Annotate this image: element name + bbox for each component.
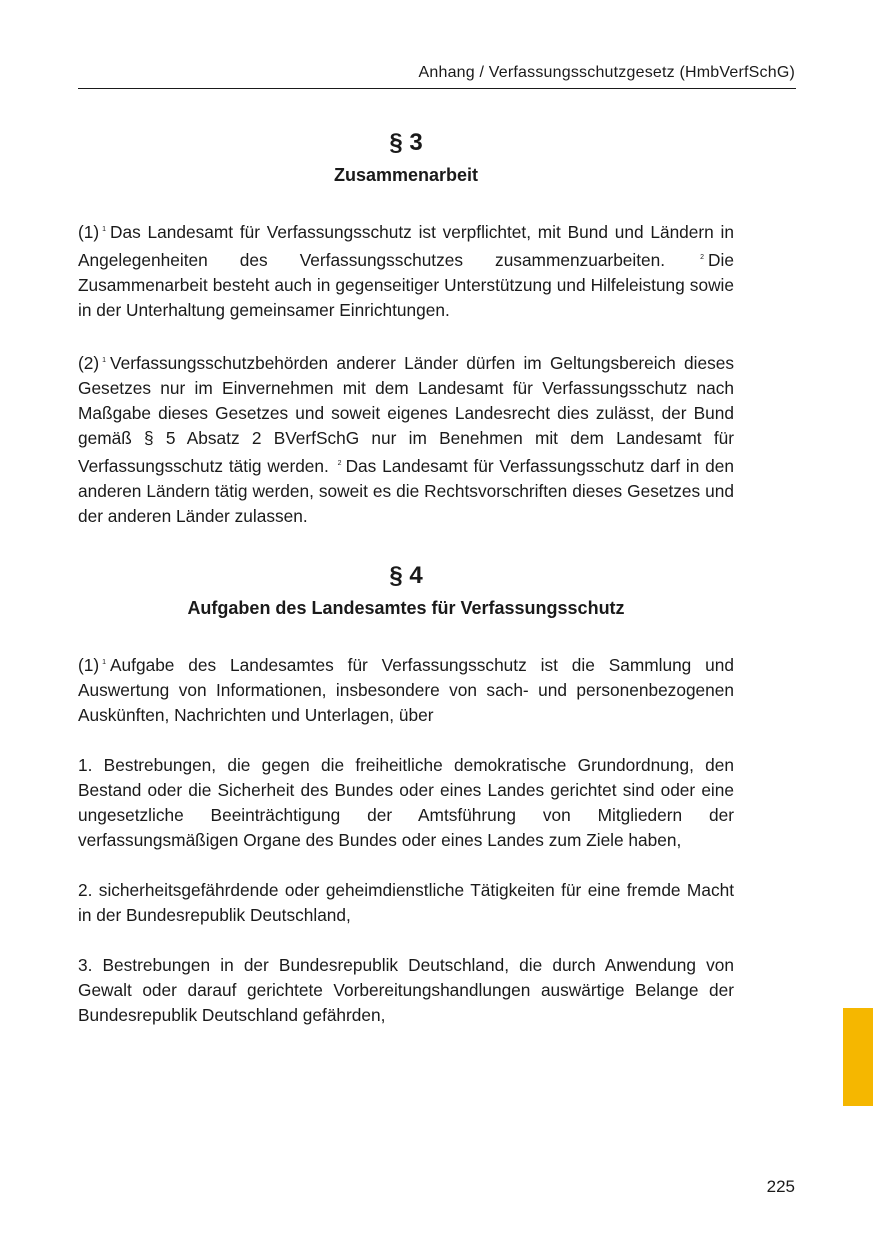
paragraph-label: (1) — [78, 222, 100, 242]
page-number: 225 — [766, 1177, 795, 1196]
sentence-number: 1 — [102, 659, 107, 666]
list-item: 1. Bestrebungen, die gegen die freiheitliche demokratische Grundordnung, den Bestand oder die Sicherheit des Bundes oder eines Landes gerichtet sind oder eine ungesetzliche Beeinträchtigung der Amtsführung von Mitgliedern der verfassungsmäßigen Organe des Bundes oder eines Landes zum Ziele haben, — [78, 755, 734, 850]
paragraph-label: (1) — [78, 655, 100, 675]
list-item: 2. sicherheitsgefährdende oder geheimdienstliche Tätigkeiten für eine fremde Macht in der Bundesrepublik Deutschland, — [78, 880, 734, 925]
sentence: Die Zusammenarbeit besteht auch in gegenseitiger Unterstützung und Hilfeleistung sowie in der Unterhaltung gemeinsamer Einrichtungen. — [78, 250, 734, 320]
sentence: Das Landesamt für Verfassungsschutz ist verpflichtet, mit Bund und Ländern in Angelegenheiten des Verfassungsschutzes zusammenzuarbeiten. — [78, 222, 734, 270]
paragraph-label: (2) — [78, 353, 100, 373]
section-number: § 3 — [389, 129, 423, 156]
list-item: 3. Bestrebungen in der Bundesrepublik Deutschland, die durch Anwendung von Gewalt oder darauf gerichtete Vorbereitungshandlungen auswärtige Belange der Bundesrepublik Deutschland gefährden, — [78, 955, 734, 1025]
chapter-tab-marker — [843, 1008, 873, 1106]
page-body — [78, 128, 734, 1028]
sentence: Aufgabe des Landesamtes für Verfassungsschutz ist die Sammlung und Auswertung von Informationen, insbesondere von sach- und personenbezogenen Auskünften, Nachrichten und Unterlagen, über — [78, 655, 734, 725]
sentence-number: 2 — [337, 460, 342, 467]
running-header: Anhang / Verfassungsschutzgesetz (HmbVerfSchG) — [418, 64, 795, 81]
section-title: Zusammenarbeit — [333, 165, 479, 185]
sentence: Das Landesamt für Verfassungsschutz darf in den anderen Ländern tätig werden, soweit es die Rechtsvorschriften dieses Gesetzes und der anderen Länder zulassen. — [78, 456, 734, 526]
sentence: Verfassungsschutzbehörden anderer Länder dürfen im Geltungsbereich dieses Gesetzes nur im Einvernehmen mit dem Landesamt für Verfassungsschutz nach Maßgabe dieses Gesetzes und soweit eigenes Landesrecht dies zulässt, der Bund gemäß § 5 Absatz 2 BVerfSchG nur im Benehmen mit dem Landesamt für Verfassungsschutz tätig werden. — [78, 353, 734, 476]
paragraph — [78, 348, 734, 529]
section-number: § 4 — [389, 562, 423, 589]
sentence-number: 1 — [102, 226, 107, 233]
paragraph — [78, 650, 734, 728]
sentence-number: 1 — [102, 357, 107, 364]
header-rule — [78, 88, 796, 89]
paragraph — [78, 217, 734, 323]
section-title: Aufgaben des Landesamtes für Verfassungsschutz — [187, 598, 625, 618]
sentence-number: 2 — [700, 254, 705, 261]
